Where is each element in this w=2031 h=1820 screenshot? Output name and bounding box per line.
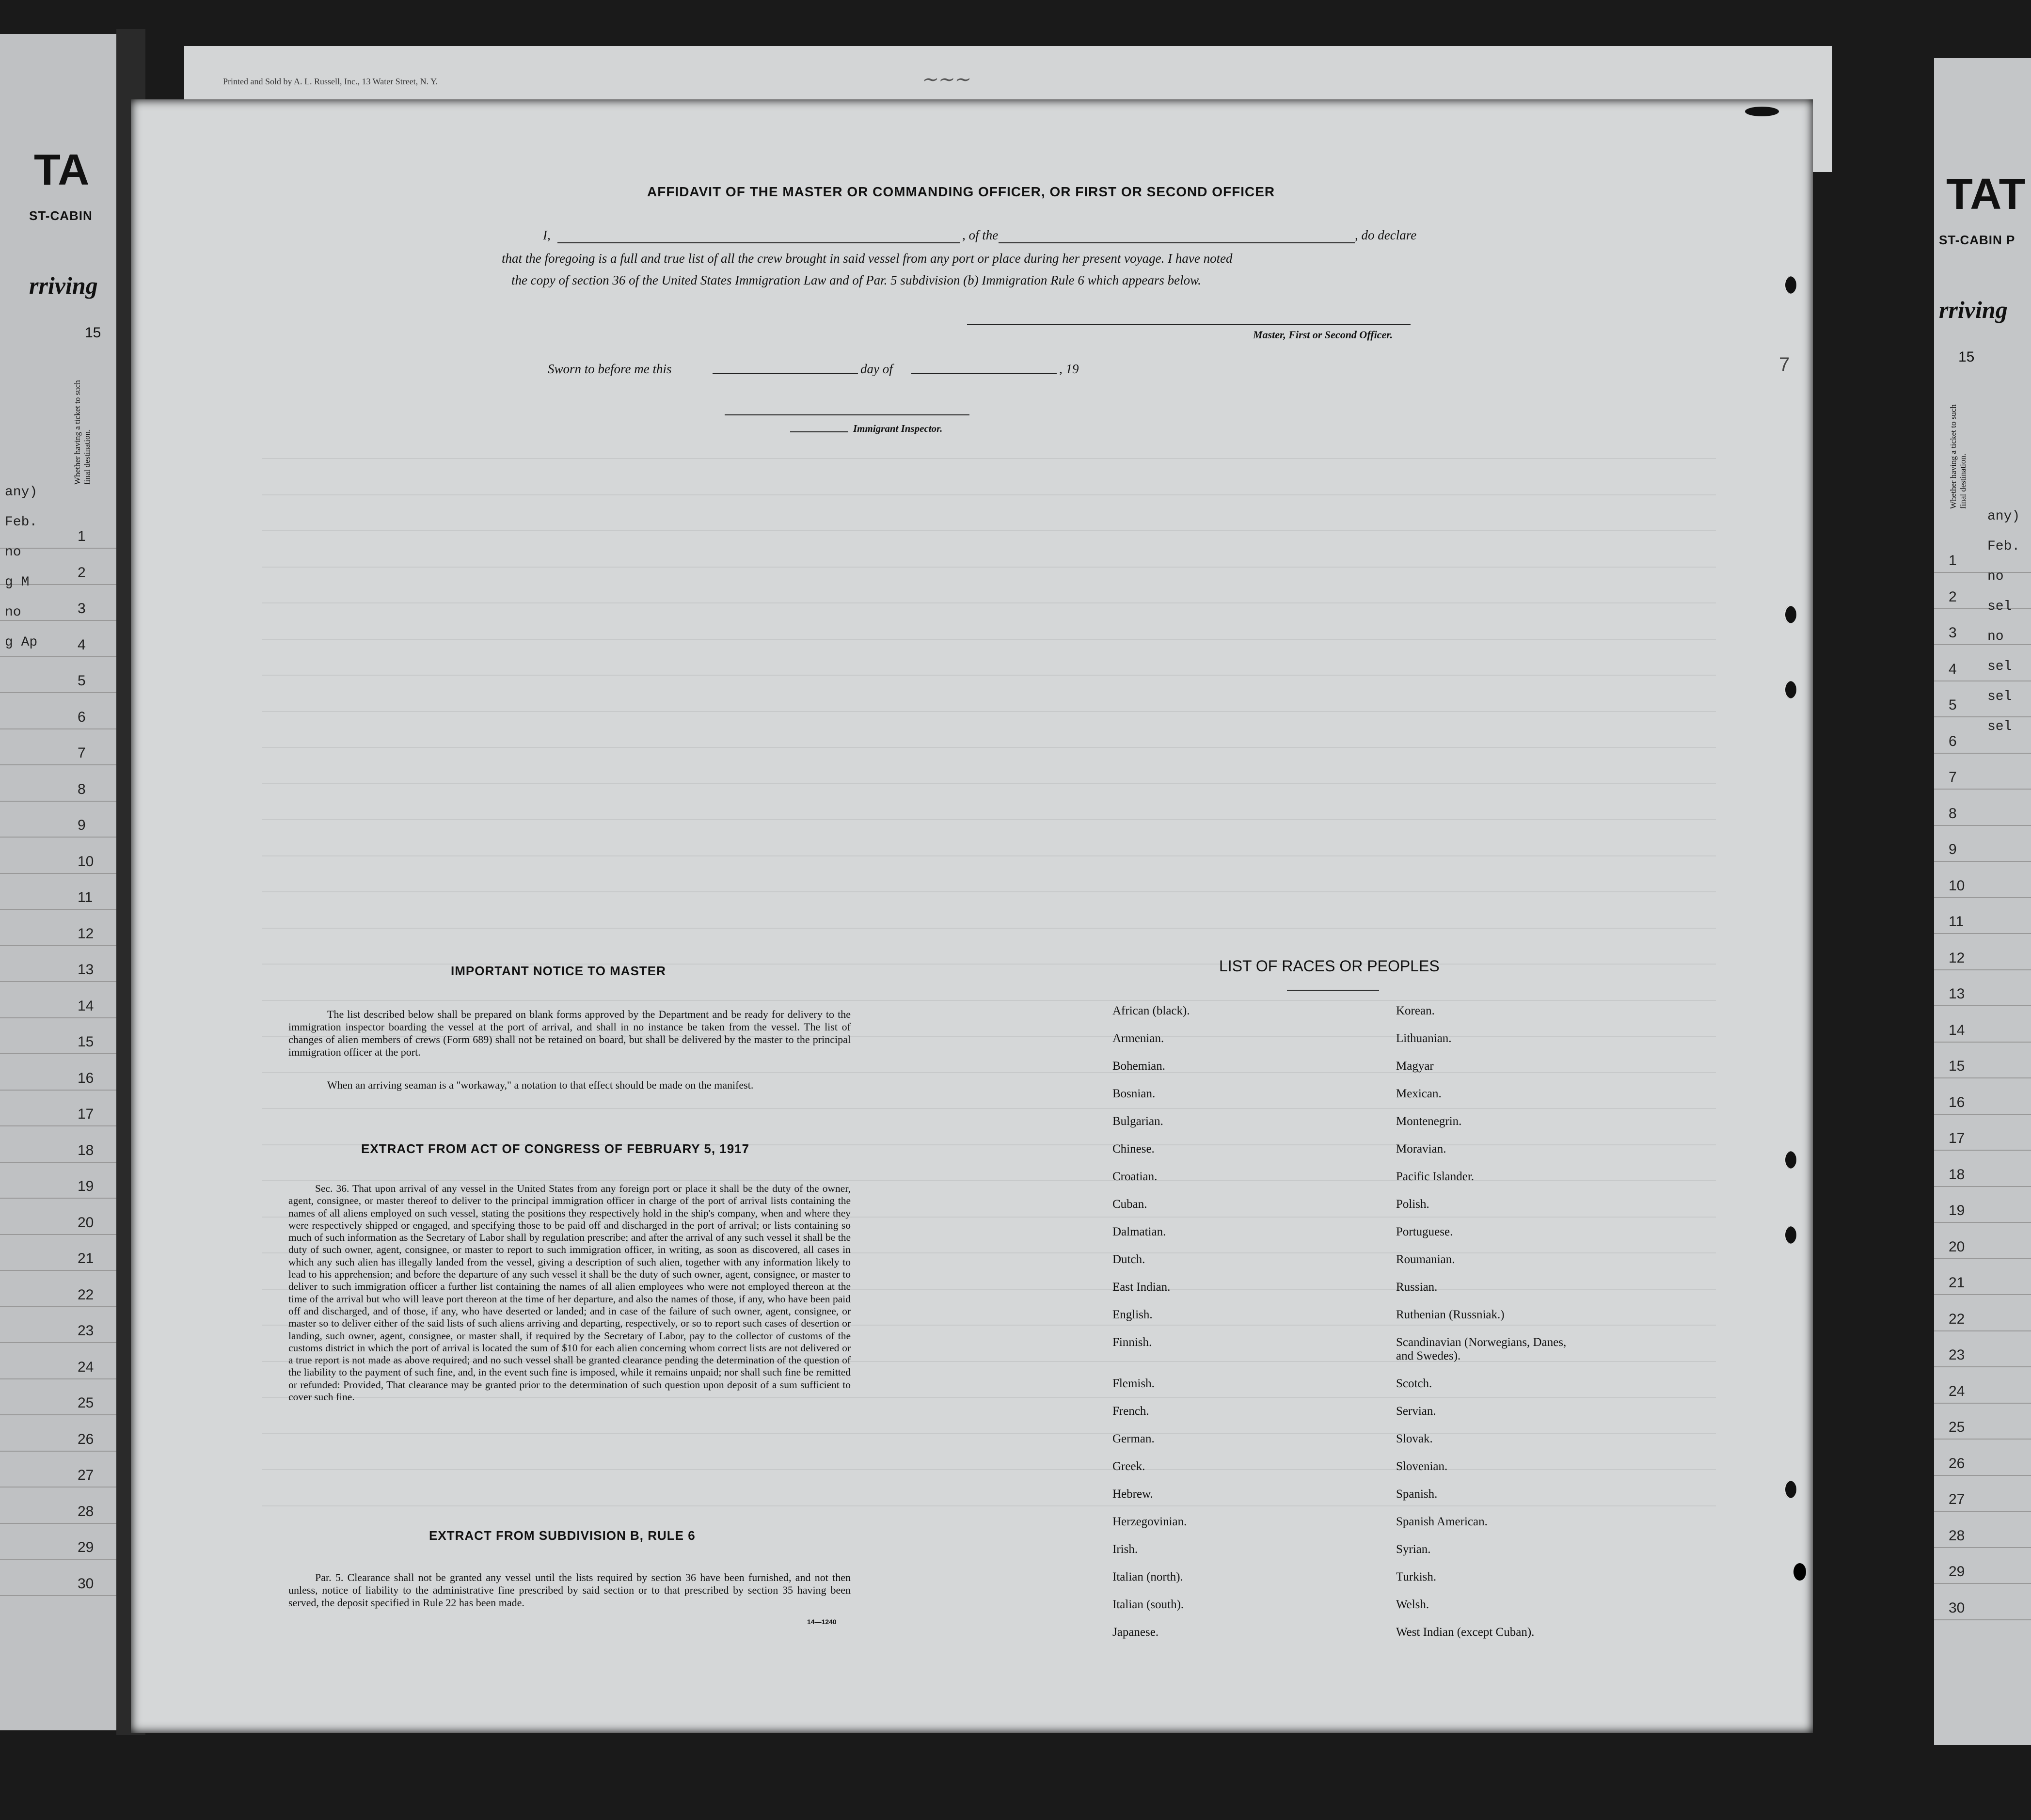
- notice-paragraph-2: When an arriving seaman is a "workaway," a notation to that effect should be made on the manifest.: [327, 1079, 754, 1091]
- show-through-rule: [262, 928, 1716, 929]
- race-item: Dutch.: [1112, 1253, 1145, 1266]
- affidavit-line-2: that the foregoing is a full and true list of all the crew brought in said vessel from any port or place during her present voyage. I have noted: [502, 251, 1233, 266]
- show-through-rule: [262, 711, 1716, 712]
- row-number: 21: [78, 1250, 94, 1266]
- row-rule: [0, 1414, 116, 1415]
- row-rule: [0, 981, 116, 982]
- right-page-subtitle-fragment: ST-CABIN P: [1939, 233, 2015, 247]
- left-page-subtitle-fragment: ST-CABIN: [29, 208, 93, 223]
- binding-hole-5: [1784, 1226, 1796, 1244]
- signature-label: Master, First or Second Officer.: [1253, 329, 1393, 341]
- show-through-rule: [262, 530, 1716, 531]
- race-item: Armenian.: [1112, 1032, 1164, 1045]
- left-adjacent-page: [0, 34, 116, 1730]
- race-item: Pacific Islander.: [1396, 1170, 1475, 1183]
- inspector-short-line: [790, 431, 848, 432]
- row-entry: sel: [1987, 599, 2012, 614]
- row-number: 12: [1949, 950, 1965, 966]
- row-entry: no: [5, 605, 21, 620]
- race-item: Spanish American.: [1396, 1515, 1488, 1528]
- row-entry: g M: [5, 575, 30, 590]
- race-item: Irish.: [1112, 1543, 1138, 1556]
- right-column-caption: Whether having a ticket to such final destination.: [1949, 404, 1968, 509]
- row-number: 3: [1949, 625, 1957, 641]
- row-number: 25: [1949, 1419, 1965, 1435]
- row-rule: [0, 1270, 116, 1271]
- row-number: 15: [78, 1034, 94, 1050]
- row-number: 3: [78, 601, 86, 617]
- row-rule: [1934, 969, 2031, 970]
- year-text: , 19: [1059, 362, 1079, 376]
- race-item: Cuban.: [1112, 1198, 1147, 1211]
- vessel-line: [999, 242, 1355, 243]
- row-entry: Feb.: [1987, 539, 2020, 554]
- row-rule: [1934, 825, 2031, 826]
- row-rule: [1934, 1005, 2031, 1006]
- race-item: Bulgarian.: [1112, 1115, 1163, 1128]
- binding-hole-4: [1784, 1151, 1796, 1169]
- row-number: 9: [1949, 841, 1957, 857]
- race-item: Italian (north).: [1112, 1570, 1183, 1583]
- race-item: Scotch.: [1396, 1377, 1432, 1390]
- sworn-text: Sworn to before me this: [548, 362, 672, 376]
- row-number: 19: [1949, 1203, 1965, 1219]
- row-number: 29: [1949, 1564, 1965, 1580]
- row-rule: [1934, 789, 2031, 790]
- row-number: 21: [1949, 1275, 1965, 1291]
- row-number: 11: [78, 889, 93, 905]
- row-number: 17: [1949, 1130, 1965, 1146]
- show-through-rule: [262, 891, 1716, 892]
- row-rule: [0, 1234, 116, 1235]
- show-through-rule: [262, 1000, 1716, 1001]
- row-rule: [1934, 716, 2031, 717]
- row-number: 14: [78, 997, 94, 1014]
- row-number: 7: [78, 745, 86, 761]
- row-rule: [0, 1523, 116, 1524]
- row-number: 8: [1949, 805, 1957, 822]
- show-through-rule: [262, 567, 1716, 568]
- row-rule: [0, 692, 116, 693]
- row-rule: [0, 945, 116, 946]
- show-through-rule: [262, 819, 1716, 820]
- affidavit-line-3: the copy of section 36 of the United States Immigration Law and of Par. 5 subdivision (b) Immigration Rule 6 which appears below.: [511, 273, 1201, 287]
- row-number: 15: [1949, 1058, 1965, 1074]
- row-entry: sel: [1987, 719, 2012, 734]
- row-number: 20: [1949, 1238, 1965, 1255]
- row-number: 1: [1949, 553, 1957, 569]
- row-number: 10: [1949, 877, 1965, 894]
- row-rule: [1934, 1366, 2031, 1367]
- race-item: Servian.: [1396, 1405, 1436, 1418]
- race-item: Italian (south).: [1112, 1598, 1184, 1611]
- inspector-line: [725, 414, 969, 415]
- left-page-arriving-fragment: rriving: [29, 272, 98, 299]
- row-number: 4: [78, 636, 86, 653]
- race-item: Japanese.: [1112, 1626, 1159, 1639]
- row-rule: [0, 801, 116, 802]
- race-item: Turkish.: [1396, 1570, 1437, 1583]
- row-number: 20: [78, 1214, 94, 1231]
- row-rule: [1934, 1077, 2031, 1078]
- row-rule: [0, 1487, 116, 1488]
- extract-rule-body: Par. 5. Clearance shall not be granted any vessel until the lists required by section 36 have been furnished, and not then unless, notice of liability to the administrative fine prescribed by said section or to that prescribed by section 35 having been served, the deposit specified in Rule 22 has been made.: [288, 1571, 851, 1609]
- row-number: 7: [1949, 769, 1957, 785]
- race-item: Korean.: [1396, 1004, 1435, 1017]
- races-heading-rule: [1287, 990, 1379, 991]
- row-rule: [1934, 897, 2031, 898]
- show-through-rule: [262, 602, 1716, 603]
- row-number: 4: [1949, 661, 1957, 677]
- row-rule: [0, 728, 116, 729]
- row-rule: [0, 1306, 116, 1307]
- row-number: 22: [1949, 1311, 1965, 1327]
- row-number: 18: [78, 1142, 94, 1158]
- row-number: 27: [1949, 1491, 1965, 1507]
- race-item: Mexican.: [1396, 1087, 1442, 1100]
- show-through-rule: [262, 747, 1716, 748]
- row-rule: [0, 1342, 116, 1343]
- right-column-number: 15: [1958, 349, 1975, 365]
- extract-act-heading: EXTRACT FROM ACT OF CONGRESS OF FEBRUARY 5, 1917: [361, 1141, 750, 1156]
- row-number: 26: [1949, 1455, 1965, 1472]
- race-item: Spanish.: [1396, 1488, 1438, 1501]
- binding-hole-7: [1793, 1563, 1806, 1581]
- left-column-caption: Whether having a ticket to such final destination.: [73, 380, 92, 485]
- affidavit-i: I,: [543, 228, 551, 242]
- row-number: 24: [1949, 1383, 1965, 1399]
- row-number: 19: [78, 1178, 94, 1194]
- row-number: 23: [1949, 1347, 1965, 1363]
- race-item: Syrian.: [1396, 1543, 1431, 1556]
- row-rule: [1934, 861, 2031, 862]
- show-through-rule: [262, 1108, 1716, 1109]
- right-adjacent-page: [1934, 58, 2031, 1745]
- race-item: Herzegovinian.: [1112, 1515, 1187, 1528]
- race-item: West Indian (except Cuban).: [1396, 1626, 1535, 1639]
- row-number: 5: [1949, 697, 1957, 713]
- affidavit-of-the: , of the: [962, 228, 999, 242]
- signature-line: [967, 324, 1411, 325]
- row-number: 11: [1949, 914, 1964, 930]
- row-number: 13: [78, 962, 94, 978]
- row-number: 30: [1949, 1599, 1965, 1616]
- race-item: Welsh.: [1396, 1598, 1429, 1611]
- row-rule: [1934, 1475, 2031, 1476]
- race-item: German.: [1112, 1432, 1155, 1445]
- row-entry: g Ap: [5, 635, 38, 650]
- race-item: Slovak.: [1396, 1432, 1433, 1445]
- row-number: 17: [78, 1106, 94, 1122]
- row-rule: [0, 764, 116, 765]
- row-rule: [1934, 1511, 2031, 1512]
- race-item: Ruthenian (Russniak.): [1396, 1308, 1505, 1321]
- row-rule: [1934, 1330, 2031, 1331]
- row-number: 16: [1949, 1094, 1965, 1110]
- show-through-rule: [262, 783, 1716, 784]
- left-page-title-fragment: TA: [34, 146, 90, 194]
- row-number: 12: [78, 925, 94, 942]
- row-rule: [1934, 1222, 2031, 1223]
- race-item: Montenegrin.: [1396, 1115, 1462, 1128]
- row-number: 16: [78, 1070, 94, 1086]
- race-item: English.: [1112, 1308, 1153, 1321]
- row-rule: [0, 1451, 116, 1452]
- race-item: Bosnian.: [1112, 1087, 1156, 1100]
- day-of-text: day of: [860, 362, 893, 376]
- race-item: Moravian.: [1396, 1142, 1446, 1155]
- row-number: 30: [78, 1575, 94, 1592]
- race-item: Chinese.: [1112, 1142, 1155, 1155]
- row-rule: [0, 656, 116, 657]
- row-rule: [1934, 933, 2031, 934]
- row-entry: sel: [1987, 689, 2012, 704]
- row-rule: [1934, 644, 2031, 645]
- row-number: 29: [78, 1539, 94, 1555]
- row-number: 13: [1949, 986, 1965, 1002]
- race-item: Portuguese.: [1396, 1225, 1453, 1238]
- binding-hole-2: [1784, 606, 1796, 623]
- row-number: 24: [78, 1359, 94, 1375]
- left-column-number: 15: [85, 325, 101, 341]
- row-entry: Feb.: [5, 515, 38, 530]
- race-item: Flemish.: [1112, 1377, 1155, 1390]
- race-item: French.: [1112, 1405, 1149, 1418]
- sworn-month-line: [911, 373, 1057, 374]
- form-number: 14—1240: [807, 1618, 837, 1626]
- show-through-rule: [262, 675, 1716, 676]
- row-number: 1: [78, 528, 86, 544]
- handwritten-note: ∼∼∼: [921, 68, 970, 90]
- row-number: 10: [78, 853, 94, 870]
- row-rule: [1934, 1186, 2031, 1187]
- row-number: 9: [78, 817, 86, 833]
- race-item: Dalmatian.: [1112, 1225, 1166, 1238]
- row-number: 14: [1949, 1022, 1965, 1038]
- row-number: 27: [78, 1467, 94, 1483]
- row-entry: no: [1987, 629, 2004, 644]
- name-line: [557, 242, 960, 243]
- row-rule: [1934, 1114, 2031, 1115]
- row-rule: [0, 620, 116, 621]
- race-item: Hebrew.: [1112, 1488, 1153, 1501]
- affidavit-declare: , do declare: [1355, 228, 1417, 242]
- row-rule: [0, 1162, 116, 1163]
- row-entry: sel: [1987, 659, 2012, 674]
- sworn-day-line: [713, 373, 858, 374]
- inspector-label: Immigrant Inspector.: [853, 423, 943, 434]
- races-heading: LIST OF RACES OR PEOPLES: [1219, 957, 1440, 975]
- row-number: 8: [78, 781, 86, 797]
- show-through-rule: [262, 855, 1716, 856]
- notice-heading: IMPORTANT NOTICE TO MASTER: [451, 964, 666, 978]
- row-rule: [1934, 572, 2031, 573]
- row-rule: [1934, 753, 2031, 754]
- row-rule: [0, 909, 116, 910]
- row-number: 22: [78, 1286, 94, 1303]
- row-rule: [0, 1053, 116, 1054]
- stamp-mark: 7: [1779, 354, 1790, 375]
- row-rule: [0, 1125, 116, 1126]
- show-through-rule: [262, 458, 1716, 459]
- row-number: 23: [78, 1323, 94, 1339]
- extract-act-body: Sec. 36. That upon arrival of any vessel in the United States from any foreign port or place it shall be the duty of the owner, agent, consignee, or master thereof to deliver to the principal immigration officer in charge of the port of arrival lists containing the names of all aliens employed on such vessel, stating the positions they respectively hold in the ship's company, when and where they were respectively shipped or engaged, and specifying those to be paid off and discharged in the port of arrival; or lists containing so much of such information as the Secretary of Labor shall by regulation prescribe; and after the arrival of any such vessel it shall be the duty of such owner, agent, consignee, or master to report to such immigration officer, in writing, as soon as discovered, all cases in which any such alien has illegally landed from the vessel, giving a description of such alien, together with any information likely to lead to his apprehension; and before the departure of any such vessel it shall be the duty of such owner, agent, consignee, or master to deliver to such immigration officer a further list containing the names of all alien employees who were not employed thereon at the time of the arrival but who will leave port thereon at the time of her departure, and also the names of those, if any, who have been paid off and discharged, and of those, if any, who have deserted or landed; and in case of the failure of such owner, agent, consignee, or master so to deliver either of the said lists of such aliens arriving and departing, respectively, or so to report such cases of desertion or landing, such owner, agent, consignee, or master shall, if required by the Secretary of Labor, pay to the collector of customs of the customs district in which the port of arrival is located the sum of $10 for each alien concerning whom correct lists are not delivered or a true report is not made as above required; and no such vessel shall be granted clearance pending the determination of the question of the liability to the payment of such fine, and, in the event such fine is imposed, while it remains unpaid; nor shall such fine be remitted or refunded: Provided, That clearance may be granted prior to the determination of such question upon deposit of a sum sufficient to cover such fine.: [288, 1183, 851, 1403]
- race-item: Russian.: [1396, 1281, 1438, 1294]
- row-entry: any): [1987, 509, 2020, 524]
- race-item: Lithuanian.: [1396, 1032, 1452, 1045]
- show-through-rule: [262, 1505, 1716, 1506]
- right-page-arriving-fragment: rriving: [1939, 296, 2008, 323]
- row-rule: [1934, 1619, 2031, 1620]
- race-item: Roumanian.: [1396, 1253, 1455, 1266]
- row-rule: [0, 1559, 116, 1560]
- row-rule: [1934, 1403, 2031, 1404]
- row-rule: [1934, 1150, 2031, 1151]
- row-rule: [1934, 1258, 2031, 1259]
- printer-imprint: Printed and Sold by A. L. Russell, Inc., 13 Water Street, N. Y.: [223, 77, 438, 86]
- row-number: 2: [78, 564, 86, 581]
- row-number: 25: [78, 1395, 94, 1411]
- row-rule: [1934, 1547, 2031, 1548]
- race-item: Greek.: [1112, 1460, 1145, 1473]
- row-rule: [0, 837, 116, 838]
- show-through-rule: [262, 639, 1716, 640]
- binding-hole-6: [1784, 1481, 1796, 1498]
- notice-paragraph-1: The list described below shall be prepared on blank forms approved by the Department and be ready for delivery to the immigration inspector boarding the vessel at the port of arrival, and shall in no instance be taken from the vessel. The list of changes of alien members of crews (Form 689) shall not be retained on board, but shall be delivered by the master to the principal immigration officer at the port.: [288, 1008, 851, 1058]
- row-number: 26: [78, 1431, 94, 1447]
- row-rule: [0, 1090, 116, 1091]
- race-item: Polish.: [1396, 1198, 1429, 1211]
- binding-hole-3: [1784, 681, 1796, 698]
- row-number: 2: [1949, 588, 1957, 605]
- row-entry: no: [5, 545, 21, 560]
- race-item: Slovenian.: [1396, 1460, 1448, 1473]
- row-entry: any): [5, 485, 38, 500]
- row-rule: [1934, 1294, 2031, 1295]
- row-rule: [0, 1378, 116, 1379]
- row-number: 5: [78, 673, 86, 689]
- affidavit-heading: AFFIDAVIT OF THE MASTER OR COMMANDING OFFICER, OR FIRST OR SECOND OFFICER: [647, 184, 1275, 199]
- row-number: 28: [1949, 1527, 1965, 1544]
- race-item: Scandinavian (Norwegians, Danes, and Swedes).: [1396, 1336, 1567, 1362]
- row-rule: [1934, 1042, 2031, 1043]
- row-rule: [1934, 1583, 2031, 1584]
- race-item: Magyar: [1396, 1060, 1434, 1073]
- show-through-rule: [262, 494, 1716, 495]
- row-number: 28: [78, 1503, 94, 1519]
- row-rule: [0, 1017, 116, 1018]
- binding-hole-1: [1784, 276, 1796, 294]
- race-item: African (black).: [1112, 1004, 1190, 1017]
- row-number: 18: [1949, 1166, 1965, 1183]
- race-item: Finnish.: [1112, 1336, 1152, 1349]
- race-item: Bohemian.: [1112, 1060, 1166, 1073]
- row-rule: [1934, 1439, 2031, 1440]
- row-number: 6: [1949, 733, 1957, 749]
- row-rule: [0, 1198, 116, 1199]
- race-item: East Indian.: [1112, 1281, 1171, 1294]
- row-rule: [1934, 608, 2031, 609]
- row-rule: [0, 873, 116, 874]
- race-item: Croatian.: [1112, 1170, 1158, 1183]
- row-rule: [0, 1595, 116, 1596]
- row-entry: no: [1987, 569, 2004, 584]
- corner-mark: [1745, 107, 1779, 116]
- extract-rule-heading: EXTRACT FROM SUBDIVISION B, RULE 6: [429, 1528, 696, 1543]
- right-page-title-fragment: TAT: [1946, 170, 2026, 219]
- row-number: 6: [78, 709, 86, 725]
